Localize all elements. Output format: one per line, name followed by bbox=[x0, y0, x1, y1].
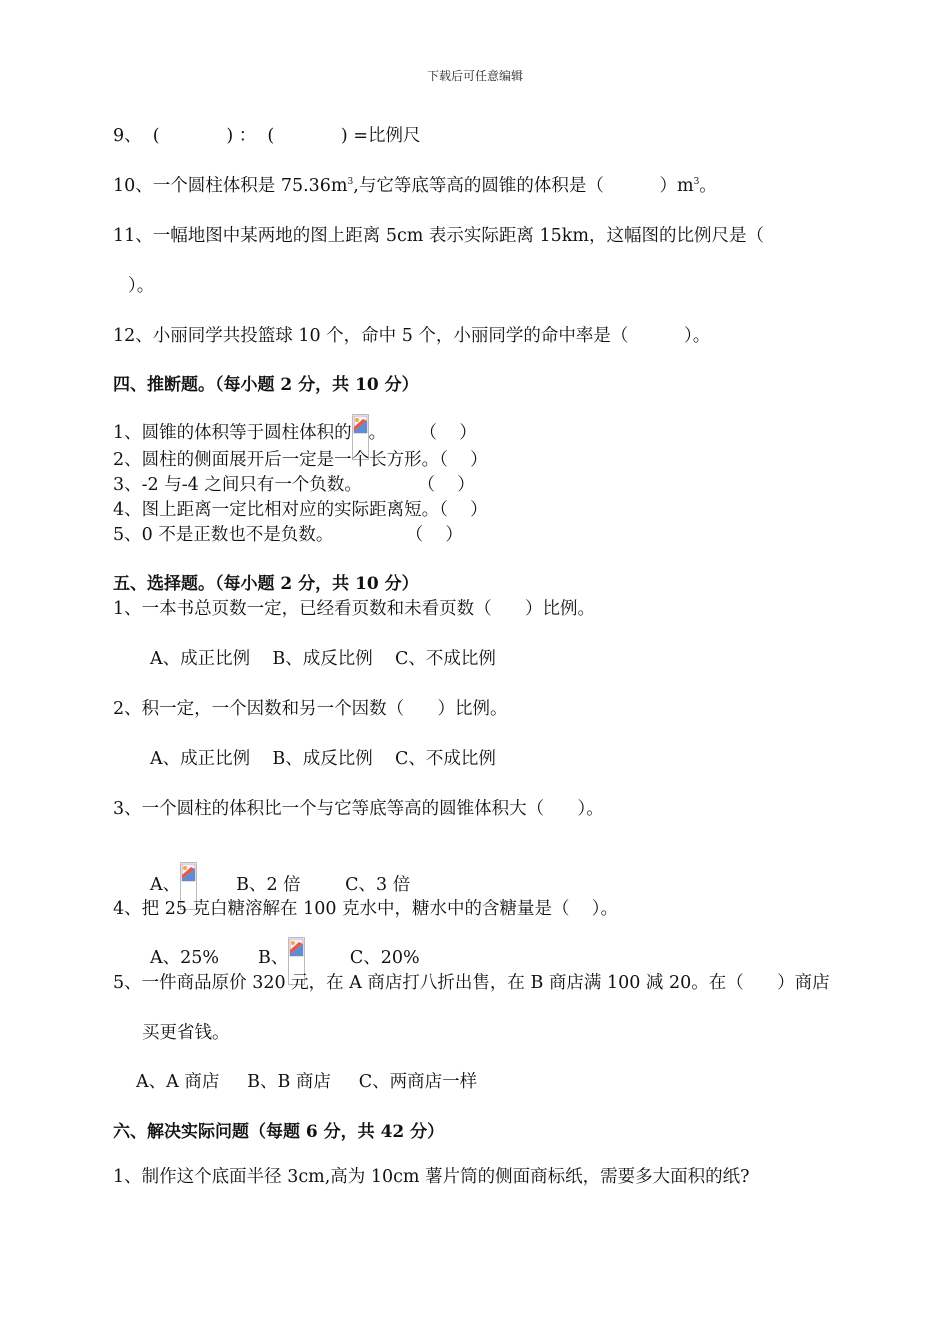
judge-question-4: 4、图上距离一定比相对应的实际距离短。（ ） bbox=[113, 500, 488, 520]
broken-image-icon bbox=[289, 938, 304, 958]
fill-question-9: 9、 ( ) ： ( ) =比例尺 bbox=[113, 126, 421, 146]
fill-question-10 bbox=[113, 178, 717, 196]
judge-question-3: 3、-2 与-4 之间只有一个负数。 （ ） bbox=[113, 475, 475, 495]
solve-question-1: 1、制作这个底面半径 3cm,高为 10cm 薯片筒的侧面商标纸，需要多大面积的纸? bbox=[113, 1167, 750, 1187]
q4-option-c: C、20% bbox=[305, 948, 420, 968]
q10-text-a: 10、一个圆柱体积是 75.36m bbox=[113, 176, 348, 196]
q10-text-c: 。 bbox=[699, 176, 717, 196]
choice-question-2: 2、积一定，一个因数和另一个因数（ ）比例。 bbox=[113, 699, 508, 719]
section-solve-title: 六、解决实际问题（每题 6 分，共 42 分） bbox=[113, 1122, 445, 1142]
judge-q1-text-a: 1、圆锥的体积等于圆柱体积的 bbox=[113, 423, 352, 443]
section-judge-title: 四、推断题。（每小题 2 分，共 10 分） bbox=[113, 375, 419, 395]
choice-question-4: 4、把 25 克白糖溶解在 100 克水中，糖水中的含糖量是（ ）。 bbox=[113, 899, 619, 919]
q10-superscript-1: 3 bbox=[347, 177, 354, 187]
section-choice-title: 五、选择题。（每小题 2 分，共 10 分） bbox=[113, 574, 419, 594]
q10-superscript-2: 3 bbox=[693, 177, 700, 187]
choice-question-5: 5、一件商品原价 320 元，在 A 商店打八折出售，在 B 商店满 100 减 20。在（ ）商店 bbox=[113, 973, 830, 993]
fill-question-12: 12、小丽同学共投篮球 10 个，命中 5 个，小丽同学的命中率是（ ）。 bbox=[113, 326, 711, 346]
page-header: 下载后可任意编辑 bbox=[426, 69, 523, 83]
judge-question-2: 2、圆柱的侧面展开后一定是一个长方形。（ ） bbox=[113, 450, 488, 470]
choice-question-1: 1、一本书总页数一定，已经看页数和未看页数（ ）比例。 bbox=[113, 599, 596, 619]
fill-question-11: 11、一幅地图中某两地的图上距离 5cm 表示实际距离 15km，这幅图的比例尺是（ bbox=[113, 226, 764, 246]
q10-text-b: ,与它等底等高的圆锥的体积是（ ）m bbox=[353, 176, 694, 196]
judge-question-5: 5、0 不是正数也不是负数。 （ ） bbox=[113, 525, 463, 545]
choice-question-5-cont: 买更省钱。 bbox=[142, 1023, 230, 1043]
q3-option-bc: B、2 倍 C、3 倍 bbox=[197, 875, 411, 895]
choice-question-2-options: A、成正比例 B、成反比例 C、不成比例 bbox=[150, 749, 496, 769]
fill-question-11-cont: ）。 bbox=[128, 276, 155, 296]
choice-question-3: 3、一个圆柱的体积比一个与它等底等高的圆锥体积大（ ）。 bbox=[113, 799, 604, 819]
broken-image-icon bbox=[181, 863, 196, 883]
broken-image-icon bbox=[353, 415, 368, 435]
q4-option-ab: A、25% B、 bbox=[150, 948, 289, 968]
choice-question-1-options: A、成正比例 B、成反比例 C、不成比例 bbox=[150, 649, 496, 669]
choice-question-5-options: A、A 商店 B、B 商店 C、两商店一样 bbox=[136, 1072, 478, 1092]
judge-q1-text-b: 。 （ ） bbox=[368, 423, 477, 443]
q3-option-a-label: A、 bbox=[150, 875, 181, 895]
